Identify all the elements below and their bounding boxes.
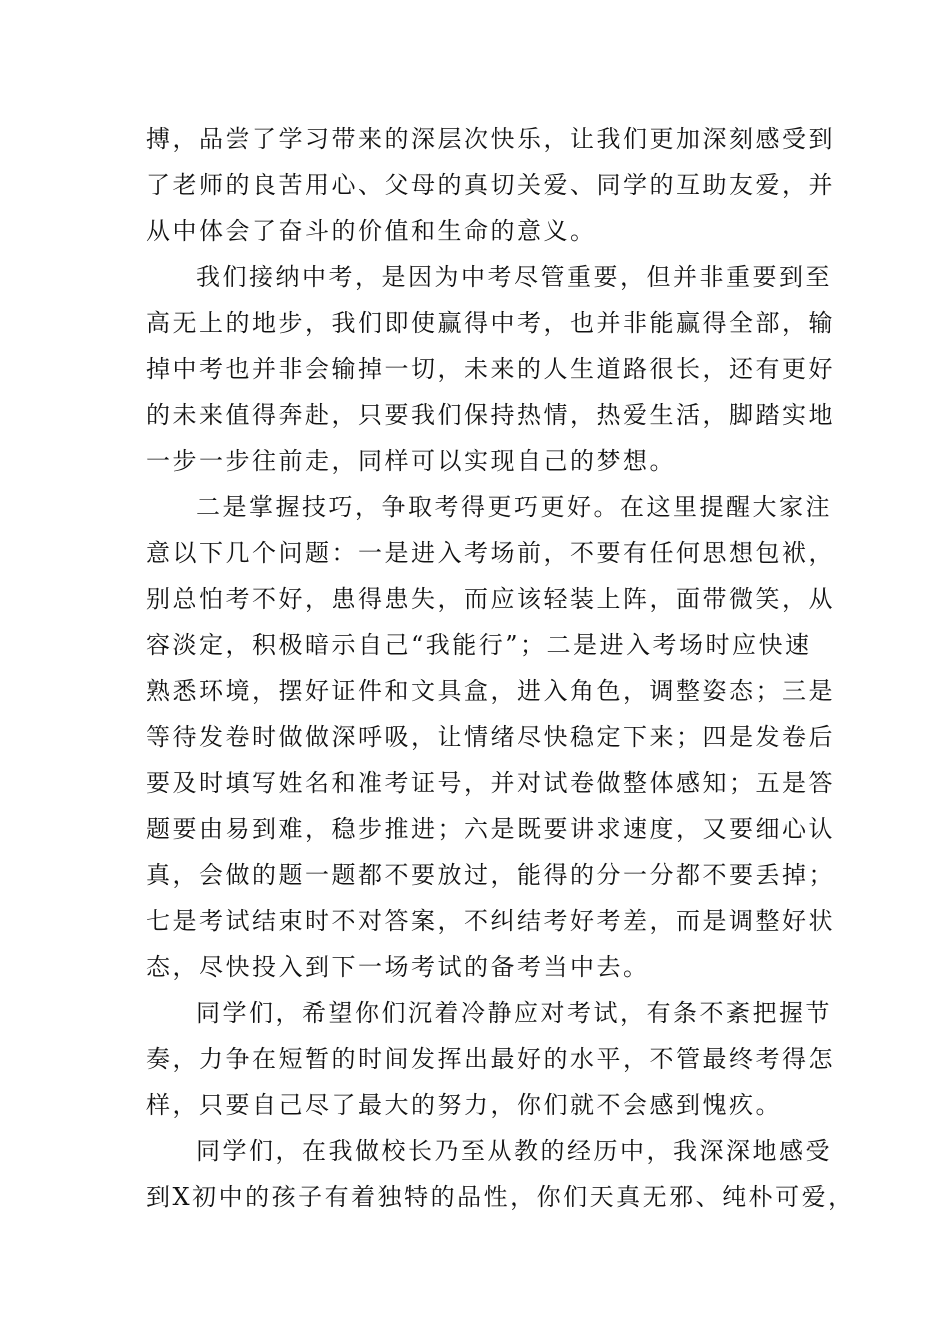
text-line: 高无上的地步，我们即使赢得中考，也并非能赢得全部，输 [146, 309, 835, 337]
text-line: 容淡定，积极暗示自己“我能行”；二是进入考场时应快速 [146, 631, 812, 659]
text-line: 要及时填写姓名和准考证号，并对试卷做整体感知；五是答 [146, 769, 835, 797]
text-line: 掉中考也并非会输掉一切，未来的人生道路很长，还有更好 [146, 355, 835, 383]
text-line: 题要由易到难，稳步推进；六是既要讲求速度，又要细心认 [146, 815, 835, 843]
text-line: 态，尽快投入到下一场考试的备考当中去。 [146, 953, 650, 981]
text-line: 别总怕考不好，患得患失，而应该轻装上阵，面带微笑，从 [146, 585, 835, 613]
text-line: 了老师的良苦用心、父母的真切关爱、同学的互助友爱，并 [146, 171, 835, 199]
paragraph-first-line: 同学们，希望你们沉着冷静应对考试，有条不紊把握节 [196, 999, 832, 1027]
text-line: 等待发卷时做做深呼吸，让情绪尽快稳定下来；四是发卷后 [146, 723, 835, 751]
text-line: 样，只要自己尽了最大的努力，你们就不会感到愧疚。 [146, 1091, 782, 1119]
text-line: 从中体会了奋斗的价值和生命的意义。 [146, 217, 597, 245]
text-line: 到X初中的孩子有着独特的品性，你们天真无邪、纯朴可爱， [146, 1183, 855, 1211]
text-line: 的未来值得奔赴，只要我们保持热情，热爱生活，脚踏实地 [146, 401, 835, 429]
text-line: 一步一步往前走，同样可以实现自己的梦想。 [146, 447, 676, 475]
paragraph-first-line: 同学们，在我做校长乃至从教的经历中，我深深地感受 [196, 1137, 832, 1165]
text-line: 奏，力争在短暂的时间发挥出最好的水平，不管最终考得怎 [146, 1045, 835, 1073]
paragraph-first-line: 我们接纳中考，是因为中考尽管重要，但并非重要到至 [196, 263, 832, 291]
text-line: 真，会做的题一题都不要放过，能得的分一分都不要丢掉； [146, 861, 835, 889]
text-line: 熟悉环境，摆好证件和文具盒，进入角色，调整姿态；三是 [146, 677, 835, 705]
paragraph-first-line: 二是掌握技巧，争取考得更巧更好。在这里提醒大家注 [196, 493, 832, 521]
text-line: 搏，品尝了学习带来的深层次快乐，让我们更加深刻感受到 [146, 125, 835, 153]
text-line: 七是考试结束时不对答案，不纠结考好考差，而是调整好状 [146, 907, 835, 935]
text-line: 意以下几个问题：一是进入考场前，不要有任何思想包袱， [146, 539, 835, 567]
